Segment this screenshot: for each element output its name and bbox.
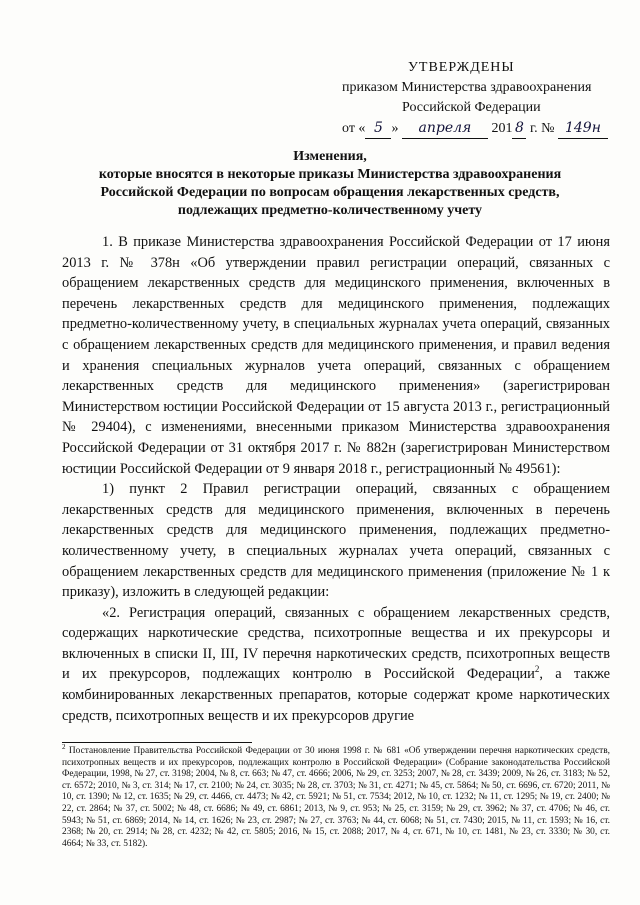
approval-date-line [330,118,630,139]
heading-line-4: подлежащих предметно-количественному учету [177,203,483,218]
footnote-text: Постановление Правительства Российской Федерации от 30 июня 1998 г. № 681 «Об утверждении перечня наркотических средств, психотропных веществ и их прекурсоров, подлежащих контролю в Российской Федерации» (Собрание законодательства Российской Федерации, 1998, № 27, ст. 3198; 2004, № 8, ст. 663; № 47, ст. 4666; 2006, № 29, ст. 3253; 2007, № 28, ст. 3439; 2009, № 26, ст. 3183; № 52, ст. 6572; 2010, № 3, ст. 314; № 17, ст. 2100; № 24, ст. 3035; № 28, ст. 3703; № 31, ст. 4271; № 45, ст. 5864; № 50, ст. 6696, ст. 6720; 2011, № 10, ст. 1390; № 12, ст. 1635; № 29, ст. 4466, ст. 4473; № 42, ст. 5921; № 51, ст. 7534; 2012, № 10, ст. 1232; № 11, ст. 1295; № 19, ст. 2400; № 22, ст. 2864; № 37, ст. 5002; № 48, ст. 6686; № 49, ст. 6861; 2013, № 9, ст. 953; № 25, ст. 3159; № 29, ст. 3962; № 37, ст. 4706; № 46, ст. 5943; № 51, ст. 6869; 2014, № 14, ст. 1626; № 23, ст. 2987; № 27, ст. 3763; № 44, ст. 6068; № 51, ст. 7430; 2015, № 11, ст. 1593; № 16, ст. 2368; № 20, ст. 2914; № 28, ст. 4232; № 42, ст. 5805; 2016, № 15, ст. 2088; 2017, № 4, ст. 671, № 10, ст. 1481, № 23, ст. 3330; № 30, ст. 4664; № 33, ст. 5182). [62,746,610,849]
paragraph-2: 1) пункт 2 Правил регистрации операций, связанных с обращением лекарственных средств для медицинского применения, включенных в перечень лекарственных средств для медицинского применения, подлежащих предметно-количественному учету, в специальных журналах учета операций, связанных с обращением лекарственных средств для медицинского применения (приложение № 1 к приказу), изложить в следующей редакции: [62,481,610,601]
handwritten-month: апреля [402,118,488,139]
heading-line-1: Изменения, [293,149,367,164]
footnote-mark: 2 [62,742,66,751]
handwritten-day: 5 [365,118,391,139]
footnote-separator [62,742,252,743]
date-prefix: от « [342,121,366,136]
document-body [62,232,610,726]
approval-order-line: приказом Министерства здравоохранения [342,80,592,95]
paragraph-3 [62,603,610,727]
footnote [62,742,610,850]
document-heading [60,148,600,220]
handwritten-order-number: 149н [558,118,608,139]
approval-stamp [330,58,630,139]
footnote-reference: 2 [534,664,540,675]
approval-title: УТВЕРЖДЕНЫ [408,60,515,75]
date-quote: » [391,121,399,136]
number-prefix: г. № [529,121,555,136]
year-prefix: 201 [491,121,513,136]
handwritten-year-digit: 8 [512,118,526,139]
approval-country-line: Российской Федерации [402,100,541,115]
paragraph-1: 1. В приказе Министерства здравоохранения Российской Федерации от 17 июня 2013 г. № 378н «Об утверждении правил регистрации операций, связанных с обращением лекарственных средств для медицинского применения, включенных в перечень лекарственных средств для медицинского применения, подлежащих предметно-количественному учету, в специальных журналах учета операций, связанных с обращением лекарственных средств для медицинского применения, и правил ведения и хранения специальных журналов учета операций, связанных с обращением лекарственных средств для медицинского применения» (зарегистрирован Министерством юстиции Российской Федерации от 15 августа 2013 г., регистрационный № 29404), с изменениями, внесенными приказом Министерства здравоохранения Российской Федерации от 31 октября 2017 г. № 882н (зарегистрирован Министерством юстиции Российской Федерации от 9 января 2018 г., регистрационный № 49561): [62,234,610,477]
paragraph-3-text-a: «2. Регистрация операций, связанных с обращением лекарственных средств, содержащих наркотические средства, психотропные вещества и их прекурсоры и включенных в списки II, III, IV перечня наркотических средств, психотропных веществ и их прекурсоров, подлежащих контролю в Российской Федерации [62,604,610,683]
paragraph-3-text-b: , а также комбинированных лекарственных препаратов, которые содержат кроме наркотических средств, психотропных веществ и их прекурсоров другие [62,666,610,724]
heading-line-3: Российской Федерации по вопросам обращения лекарственных средств, [100,185,560,200]
heading-line-2: которые вносятся в некоторые приказы Министерства здравоохранения [98,167,562,182]
